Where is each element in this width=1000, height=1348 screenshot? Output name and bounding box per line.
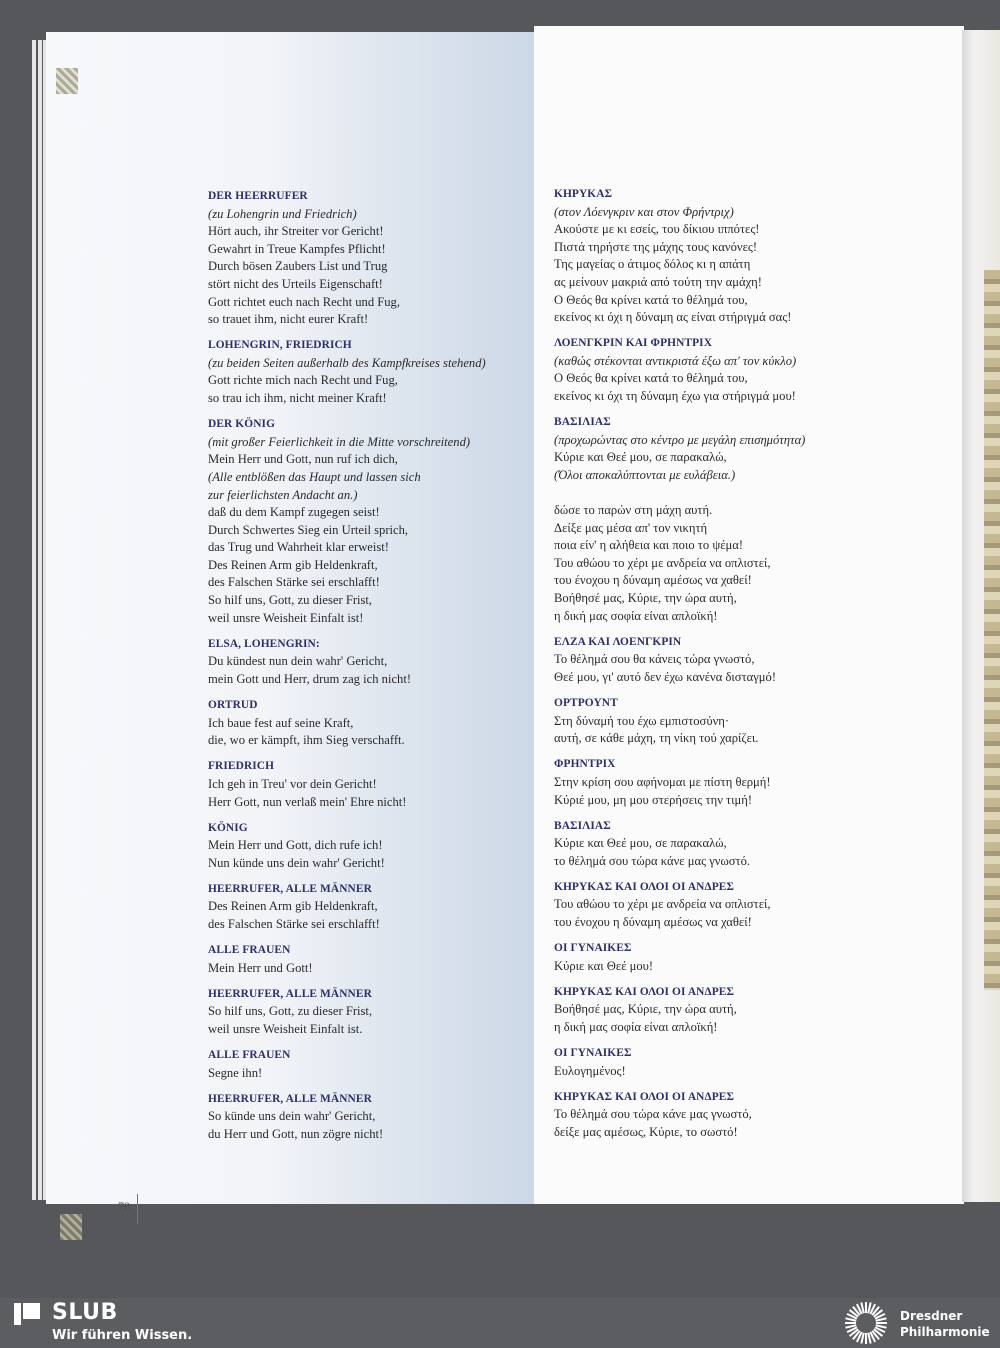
- stanza-gap: [554, 485, 954, 503]
- stage-direction: (προχωρώντας στο κέντρο με μεγάλη επισημότητα): [554, 432, 806, 447]
- dialogue-block: [208, 697, 523, 750]
- verse-line: Gewahrt in Treue Kampfes Pflicht!: [208, 241, 386, 256]
- verse-line: du Herr und Gott, nun zögre nicht!: [208, 1127, 384, 1141]
- verse-line: Ευλογημένος!: [554, 1063, 626, 1078]
- verse-line: Durch Schwertes Sieg ein Urteil sprich,: [208, 522, 409, 537]
- partner-name-line2: Philharmonie: [900, 1325, 990, 1339]
- verse-line: Ο Θεός θα κρίνει κατά το θέλημά του,: [554, 371, 748, 386]
- dialogue-block: [208, 1047, 523, 1082]
- slub-book-icon: [14, 1303, 40, 1325]
- gold-foil-decoration: [984, 270, 1000, 990]
- page-edges: [32, 40, 36, 1200]
- verse-line: mein Gott und Herr, drum zag ich nicht!: [208, 671, 412, 686]
- speaker-name: ELSA, LOHENGRIN:: [208, 637, 320, 650]
- dialogue-block: [554, 414, 954, 625]
- speaker-name: ALLE FRAUEN: [208, 1049, 291, 1062]
- dialogue-block: [208, 986, 523, 1039]
- verse-line: Κύριε και Θεέ μου, σε παρακαλώ,: [554, 836, 727, 851]
- verse-line: Στην κρίση σου αφήνομαι με πίστη θερμή!: [554, 774, 771, 789]
- dialogue-block: [554, 879, 954, 932]
- verse-line: Herr Gott, nun verlaß mein' Ehre nicht!: [208, 794, 407, 809]
- verse-line: Ich geh in Treu' vor dein Gericht!: [208, 776, 377, 791]
- dialogue-block: [554, 186, 954, 327]
- verse-line: ας μείνουν μακριά από τούτη την αμάχη!: [554, 274, 762, 289]
- verse-line: εκείνος κι όχι η δύναμη ας είναι στήριγμά σας!: [554, 310, 792, 325]
- verse-line: Ich baue fest auf seine Kraft,: [208, 715, 354, 730]
- verse-line: Segne ihn!: [208, 1065, 263, 1080]
- verse-line: δώσε το παρών στη μάχη αυτή.: [554, 503, 713, 518]
- dialogue-block: [554, 335, 954, 405]
- slub-tagline: Wir führen Wissen.: [52, 1328, 193, 1343]
- speaker-name: ORTRUD: [208, 699, 258, 712]
- speaker-name: ΚΗΡΥΚΑΣ ΚΑΙ ΟΛΟΙ ΟΙ ΑΝΔΡΕΣ: [554, 985, 735, 998]
- verse-line: Mein Herr und Gott, dich rufe ich!: [208, 838, 383, 853]
- verse-line: So künde uns dein wahr' Gericht,: [208, 1109, 376, 1124]
- verse-line: des Falschen Stärke sei erschlafft!: [208, 575, 380, 590]
- dialogue-block: [208, 942, 523, 977]
- dialogue-block: [208, 188, 523, 329]
- verse-line: Gott richtet euch nach Recht und Fug,: [208, 294, 401, 309]
- speaker-name: DER HEERRUFER: [208, 190, 308, 202]
- verse-line: Πιστά τηρήστε της μάχης τους κανόνες!: [554, 239, 758, 254]
- verse-line: Gott richte mich nach Recht und Fug,: [208, 373, 398, 388]
- verse-line: Ακούστε με κι εσείς, του δίκιου ιππότες!: [554, 222, 760, 237]
- verse-line: αυτή, σε κάθε μάχη, τη νίκη τού χαρίζει.: [554, 731, 759, 746]
- speaker-name: ΚΗΡΥΚΑΣ ΚΑΙ ΟΛΟΙ ΟΙ ΑΝΔΡΕΣ: [554, 1090, 735, 1103]
- verse-line: Κύριε και Θεέ μου!: [554, 958, 654, 973]
- verse-line: Θεέ μου, γι' αυτό δεν έχω κανένα δισταγμό!: [554, 669, 777, 684]
- verse-line: die, wo er kämpft, ihm Sieg verschafft.: [208, 733, 405, 748]
- speaker-name: ΒΑΣΙΛΙΑΣ: [554, 416, 611, 429]
- verse-line: εκείνος κι όχι τη δύναμη έχω για στήριγμά μου!: [554, 389, 796, 404]
- speaker-name: ΦΡΗΝΤΡΙΧ: [554, 758, 616, 771]
- speaker-name: ΒΑΣΙΛΙΑΣ: [554, 819, 611, 832]
- page-edges: [38, 40, 42, 1200]
- speaker-name: HEERRUFER, ALLE MÄNNER: [208, 882, 372, 895]
- verse-line: Το θέλημά σου θα κάνεις τώρα γνωστό,: [554, 652, 755, 667]
- verse-line: Βοήθησέ μας, Κύριε, την ώρα αυτή,: [554, 591, 737, 606]
- verse-line: stört nicht des Urteils Eigenschaft!: [208, 276, 383, 291]
- slub-name: SLUB: [52, 1300, 118, 1325]
- dialogue-block: [554, 634, 954, 687]
- stage-direction: (Όλοι αποκαλύπτονται με ευλάβεια.): [554, 467, 736, 482]
- stage-direction: (mit großer Feierlichkeit in die Mitte vorschreitend): [208, 434, 471, 449]
- dialogue-block: [208, 636, 523, 689]
- stage-direction: (καθώς στέκονται αντικριστά έξω απ' τον κύκλο): [554, 353, 797, 368]
- verse-line: Κύριέ μου, μη μου στερήσεις την τιμή!: [554, 792, 753, 807]
- dialogue-block: [554, 1045, 954, 1080]
- partner-name-line1: Dresdner: [900, 1309, 963, 1323]
- stage-direction: (zu beiden Seiten außerhalb des Kampfkreises stehend): [208, 355, 486, 370]
- speaker-name: KÖNIG: [208, 821, 248, 834]
- verse-line: so trau ich ihm, nicht meiner Kraft!: [208, 391, 387, 406]
- verse-line: So hilf uns, Gott, zu dieser Frist,: [208, 593, 373, 608]
- german-libretto-column: [208, 188, 523, 1152]
- dialogue-block: [208, 337, 523, 407]
- dialogue-block: [554, 695, 954, 748]
- speaker-name: ΟΙ ΓΥΝΑΙΚΕΣ: [554, 942, 632, 955]
- page-number: 70: [118, 1199, 130, 1213]
- verse-line: ποια είν' η αλήθεια και ποιο το ψέμα!: [554, 538, 744, 553]
- speaker-name: ΚΗΡΥΚΑΣ: [554, 188, 613, 200]
- speaker-name: ΕΛΖΑ ΚΑΙ ΛΟΕΝΓΚΡΙΝ: [554, 635, 682, 648]
- greek-libretto-column: [554, 186, 954, 1150]
- speaker-name: HEERRUFER, ALLE MÄNNER: [208, 1092, 372, 1105]
- verse-line: Durch bösen Zaubers List und Trug: [208, 259, 388, 274]
- verse-line: das Trug und Wahrheit klar erweist!: [208, 540, 389, 555]
- verse-line: δείξε μας αμέσως, Κύριε, το σωστό!: [554, 1125, 738, 1139]
- dialogue-block: [208, 820, 523, 873]
- verse-line: Nun künde uns dein wahr' Gericht!: [208, 855, 385, 870]
- verse-line: Βοήθησέ μας, Κύριε, την ώρα αυτή,: [554, 1002, 737, 1017]
- dialogue-block: [554, 756, 954, 809]
- verse-line: η δική μας σοφία είναι απλοϊκή!: [554, 608, 718, 623]
- margin-stamp-bottom: [60, 1214, 82, 1240]
- verse-line: weil unsre Weisheit Einfalt ist!: [208, 610, 364, 625]
- stage-direction: zur feierlichsten Andacht an.): [208, 487, 358, 502]
- dialogue-block: [208, 416, 523, 627]
- verse-line: des Falschen Stärke sei erschlafft!: [208, 917, 380, 932]
- verse-line: Το θέλημά σου τώρα κάνε μας γνωστό,: [554, 1107, 752, 1122]
- verse-line: Κύριε και Θεέ μου, σε παρακαλώ,: [554, 450, 727, 465]
- verse-line: Des Reinen Arm gib Heldenkraft,: [208, 899, 378, 914]
- stage-direction: (στον Λόενγκριν και στον Φρήντριχ): [554, 204, 734, 219]
- verse-line: Mein Herr und Gott!: [208, 960, 313, 975]
- verse-line: Του αθώου το χέρι με ανδρεία να οπλιστεί,: [554, 897, 771, 912]
- verse-line: Mein Herr und Gott, nun ruf ich dich,: [208, 452, 398, 467]
- verse-line: Στη δύναμή του έχω εμπιστοσύνη·: [554, 713, 730, 728]
- verse-line: So hilf uns, Gott, zu dieser Frist,: [208, 1004, 373, 1019]
- speaker-name: ΟΡΤΡΟΥΝΤ: [554, 697, 618, 710]
- dialogue-block: [208, 881, 523, 934]
- dialogue-block: [554, 984, 954, 1037]
- verse-line: weil unsre Weisheit Einfalt ist.: [208, 1022, 363, 1037]
- dialogue-block: [554, 1089, 954, 1142]
- margin-stamp-top: [56, 68, 78, 94]
- speaker-name: ΟΙ ΓΥΝΑΙΚΕΣ: [554, 1047, 632, 1060]
- verse-line: daß du dem Kampf zugegen seist!: [208, 505, 380, 520]
- speaker-name: ALLE FRAUEN: [208, 944, 291, 957]
- speaker-name: LOHENGRIN, FRIEDRICH: [208, 339, 352, 352]
- verse-line: Της μαγείας ο άτιμος δόλος κι η απάτη: [554, 257, 751, 272]
- stage-direction: (zu Lohengrin und Friedrich): [208, 206, 357, 221]
- verse-line: Δείξε μας μέσα απ' τον νικητή: [554, 520, 708, 535]
- verse-line: του ένοχου η δύναμη αμέσως να χαθεί!: [554, 573, 752, 588]
- dialogue-block: [554, 818, 954, 871]
- stage-direction: (Alle entblößen das Haupt und lassen sich: [208, 469, 421, 484]
- dialogue-block: [208, 758, 523, 811]
- speaker-name: ΚΗΡΥΚΑΣ ΚΑΙ ΟΛΟΙ ΟΙ ΑΝΔΡΕΣ: [554, 880, 735, 893]
- verse-line: Des Reinen Arm gib Heldenkraft,: [208, 557, 378, 572]
- speaker-name: FRIEDRICH: [208, 760, 275, 773]
- speaker-name: DER KÖNIG: [208, 418, 276, 431]
- verse-line: Ο Θεός θα κρίνει κατά το θέλημά του,: [554, 292, 748, 307]
- page-number-rule: [137, 1194, 138, 1224]
- verse-line: Du kündest nun dein wahr' Gericht,: [208, 654, 388, 669]
- verse-line: του ένοχου η δύναμη αμέσως να χαθεί!: [554, 915, 752, 930]
- dialogue-block: [554, 940, 954, 975]
- verse-line: Του αθώου το χέρι με ανδρεία να οπλιστεί,: [554, 555, 771, 570]
- dresdner-philharmonie-sunburst-icon: [840, 1300, 892, 1346]
- verse-line: η δική μας σοφία είναι απλοϊκή!: [554, 1020, 718, 1035]
- speaker-name: HEERRUFER, ALLE MÄNNER: [208, 987, 372, 1000]
- verse-line: το θέλημά σου τώρα κάνε μας γνωστό.: [554, 853, 751, 868]
- speaker-name: ΛΟΕΝΓΚΡΙΝ ΚΑΙ ΦΡΗΝΤΡΙΧ: [554, 337, 713, 350]
- dialogue-block: [208, 1091, 523, 1144]
- verse-line: Hört auch, ihr Streiter vor Gericht!: [208, 224, 384, 239]
- verse-line: so trauet ihm, nicht eurer Kraft!: [208, 312, 369, 327]
